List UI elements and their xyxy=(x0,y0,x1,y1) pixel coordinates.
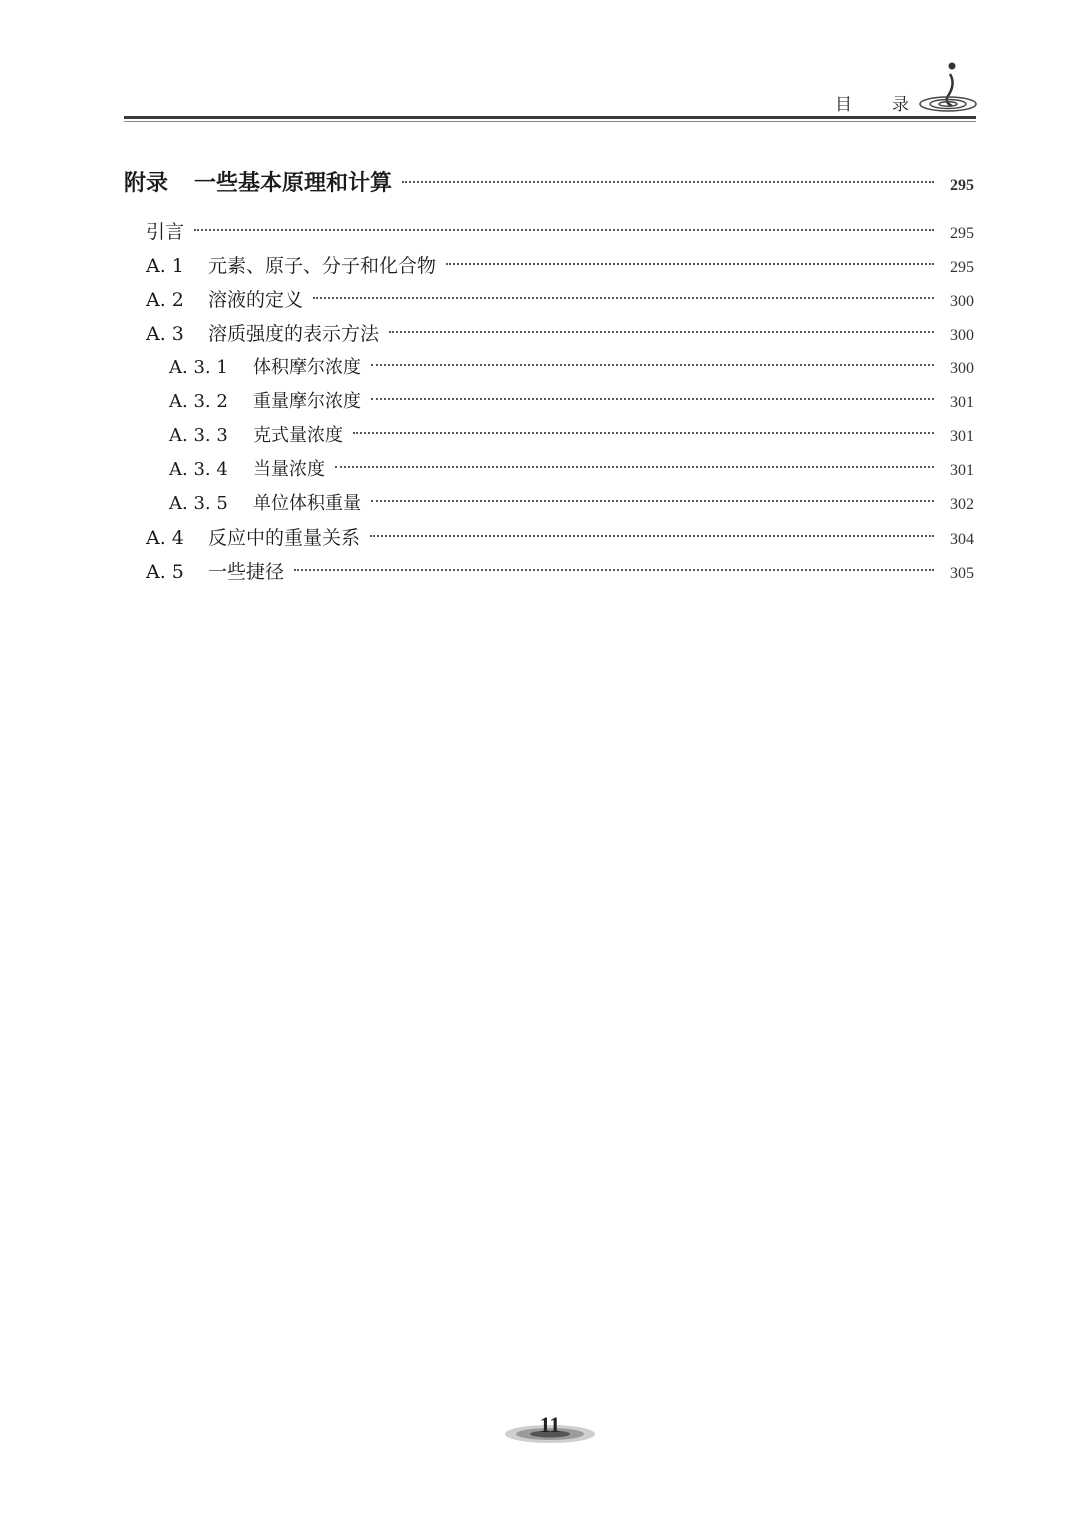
header-divider xyxy=(124,116,976,119)
toc-number: A. 3. 1 xyxy=(169,357,228,378)
running-header-title: 目录 xyxy=(835,95,949,115)
toc-title: 元素、原子、分子和化合物 xyxy=(208,255,437,277)
page-number: 11 xyxy=(539,1412,561,1437)
toc-page-number: 301 xyxy=(950,394,974,411)
toc-title: 溶质强度的表示方法 xyxy=(208,323,380,345)
toc-number: A. 3. 3 xyxy=(169,425,228,446)
toc-page-number: 304 xyxy=(950,531,974,548)
toc-page-number: 300 xyxy=(950,360,974,377)
toc-leader-dots xyxy=(335,466,934,468)
toc-leader-dots xyxy=(294,569,934,571)
toc-entry[interactable] xyxy=(169,421,974,451)
toc-entry[interactable] xyxy=(146,557,974,587)
toc-title: 一些基本原理和计算 xyxy=(194,171,393,196)
toc-leader-dots xyxy=(371,364,934,366)
toc-leader-dots xyxy=(446,263,934,265)
toc-page-number: 295 xyxy=(950,225,974,242)
toc-page-number: 300 xyxy=(950,327,974,344)
toc-number: A. 3. 2 xyxy=(169,391,228,412)
toc-title: 重量摩尔浓度 xyxy=(253,391,361,412)
toc-page-number: 301 xyxy=(950,428,974,445)
toc-number: A. 3. 5 xyxy=(169,493,228,514)
toc-number: A. 3. 4 xyxy=(169,459,228,480)
toc-page-number: 295 xyxy=(950,259,974,276)
ripple-logo-icon xyxy=(912,60,978,116)
toc-page-number: 305 xyxy=(950,565,974,582)
toc-leader-dots xyxy=(353,432,934,434)
toc-number: A. 1 xyxy=(146,255,184,277)
toc-entry[interactable] xyxy=(169,353,974,383)
toc-number: A. 4 xyxy=(146,527,184,549)
toc-title: 克式量浓度 xyxy=(253,425,343,446)
toc-page-number: 295 xyxy=(950,177,974,194)
toc-entry[interactable] xyxy=(169,387,974,417)
header-divider-thin xyxy=(124,121,976,122)
toc-entry[interactable] xyxy=(169,489,974,519)
toc-number: 附录 xyxy=(124,171,169,196)
toc-title: 单位体积重量 xyxy=(253,493,361,514)
toc-page-number: 302 xyxy=(950,496,974,513)
toc-title: 引言 xyxy=(146,221,185,243)
toc-page-number: 301 xyxy=(950,462,974,479)
toc-number: A. 2 xyxy=(146,289,184,311)
toc-leader-dots xyxy=(371,398,934,400)
toc-page-number: 300 xyxy=(950,293,974,310)
toc-title: 溶液的定义 xyxy=(208,289,304,311)
toc-number: A. 3 xyxy=(146,323,184,345)
toc-title: 一些捷径 xyxy=(208,561,285,583)
toc-leader-dots xyxy=(389,331,934,333)
toc-entry[interactable] xyxy=(146,523,974,553)
toc-leader-dots xyxy=(371,500,934,502)
toc-entry-appendix[interactable] xyxy=(124,166,974,196)
toc-number: A. 5 xyxy=(146,561,184,583)
toc-entry[interactable] xyxy=(146,251,974,281)
toc-title: 体积摩尔浓度 xyxy=(253,357,361,378)
toc-entry[interactable] xyxy=(146,217,974,247)
toc-leader-dots xyxy=(370,535,934,537)
toc-title: 当量浓度 xyxy=(253,459,325,480)
toc-leader-dots xyxy=(313,297,934,299)
toc-leader-dots xyxy=(194,229,934,231)
toc-leader-dots xyxy=(402,181,934,183)
toc-entry[interactable] xyxy=(146,285,974,315)
toc-entry[interactable] xyxy=(146,319,974,349)
toc-title: 反应中的重量关系 xyxy=(208,527,361,549)
toc-entry[interactable] xyxy=(169,455,974,485)
